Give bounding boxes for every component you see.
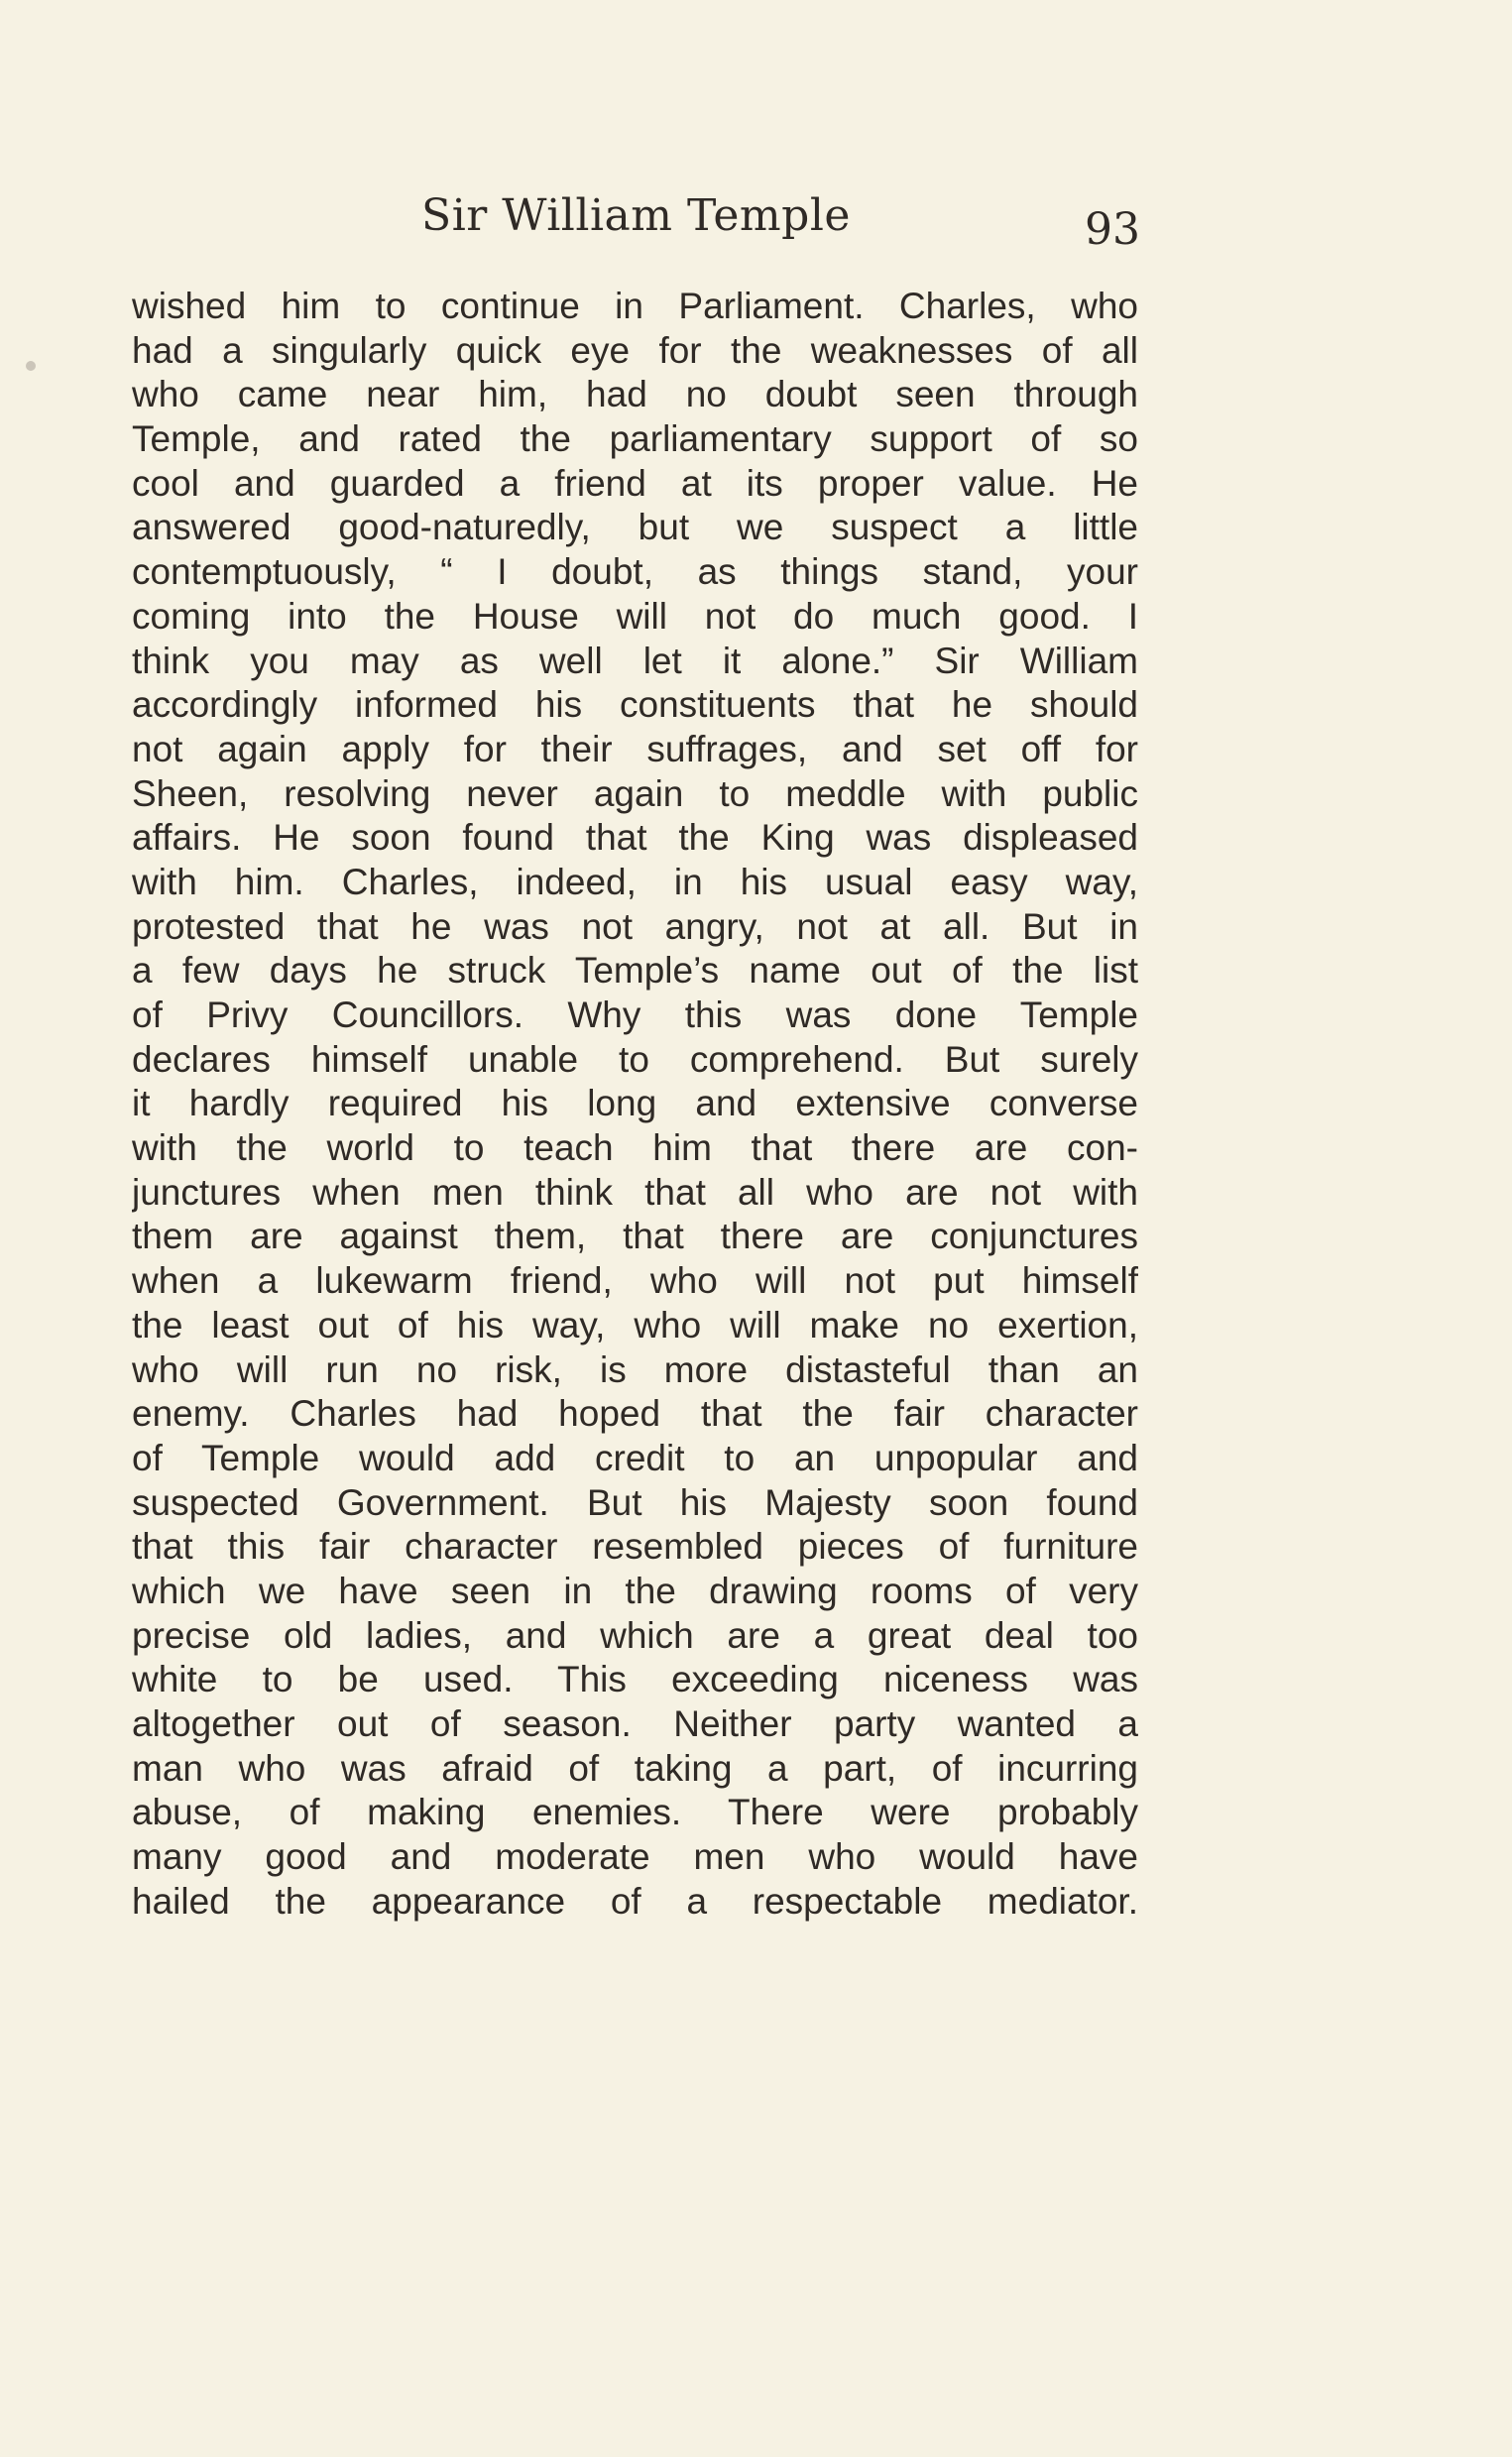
text-line: enemy. Charles had hoped that the fair character — [132, 1393, 1138, 1435]
body-text — [132, 285, 1138, 1924]
text-line: think you may as well let it alone.” Sir William — [132, 640, 1138, 681]
text-line: of Privy Councillors. Why this was done Temple — [132, 994, 1138, 1035]
text-line: who came near him, had no doubt seen through — [132, 374, 1138, 415]
text-line: declares himself unable to comprehend. But surely — [132, 1038, 1138, 1080]
text-line: the least out of his way, who will make no exertion, — [132, 1304, 1138, 1346]
text-line: had a singularly quick eye for the weaknesses of all — [132, 329, 1138, 371]
page-number: 93 — [1085, 204, 1140, 255]
text-line: which we have seen in the drawing rooms of very — [132, 1570, 1138, 1611]
text-line: cool and guarded a friend at its proper value. He — [132, 462, 1138, 504]
text-line: man who was afraid of taking a part, of incurring — [132, 1747, 1138, 1789]
text-line: them are against them, that there are conjunctures — [132, 1216, 1138, 1257]
text-line: wished him to continue in Parliament. Charles, who — [132, 286, 1138, 326]
text-line: a few days he struck Temple’s name out of the list — [132, 950, 1138, 992]
text-line: precise old ladies, and which are a great deal too — [132, 1614, 1138, 1656]
text-line: Temple, and rated the parliamentary support of so — [132, 418, 1138, 460]
text-line: not again apply for their suffrages, and set off for — [132, 728, 1138, 769]
running-head — [132, 190, 1140, 260]
text-line: accordingly informed his constituents that he should — [132, 684, 1138, 726]
text-line: that this fair character resembled pieces of furniture — [132, 1526, 1138, 1568]
text-line: who will run no risk, is more distasteful than an — [132, 1348, 1138, 1390]
text-line: protested that he was not angry, not at all. But in — [132, 905, 1138, 947]
text-line: white to be used. This exceeding niceness was — [132, 1659, 1138, 1700]
text-line: suspected Government. But his Majesty soon found — [132, 1481, 1138, 1523]
text-line: with him. Charles, indeed, in his usual easy way, — [132, 861, 1138, 902]
text-line: coming into the House will not do much good. I — [132, 595, 1138, 637]
text-line: junctures when men think that all who are not with — [132, 1171, 1138, 1213]
text-line: it hardly required his long and extensive converse — [132, 1083, 1138, 1124]
text-line: when a lukewarm friend, who will not put himself — [132, 1260, 1138, 1302]
text-line: Sheen, resolving never again to meddle with public — [132, 772, 1138, 814]
text-line: hailed the appearance of a respectable mediator. — [132, 1880, 1138, 1922]
text-line: with the world to teach him that there are con- — [132, 1127, 1138, 1169]
text-line: affairs. He soon found that the King was displeased — [132, 817, 1138, 859]
text-line: contemptuously, “ I doubt, as things stand, your — [132, 551, 1138, 593]
text-line: of Temple would add credit to an unpopular and — [132, 1437, 1138, 1478]
text-line: answered good-naturedly, but we suspect a little — [132, 507, 1138, 548]
running-title: Sir William Temple — [421, 190, 851, 241]
text-line: altogether out of season. Neither party wanted a — [132, 1703, 1138, 1744]
paper-speck — [26, 361, 36, 371]
text-line: many good and moderate men who would have — [132, 1836, 1138, 1878]
text-line: abuse, of making enemies. There were probably — [132, 1792, 1138, 1833]
